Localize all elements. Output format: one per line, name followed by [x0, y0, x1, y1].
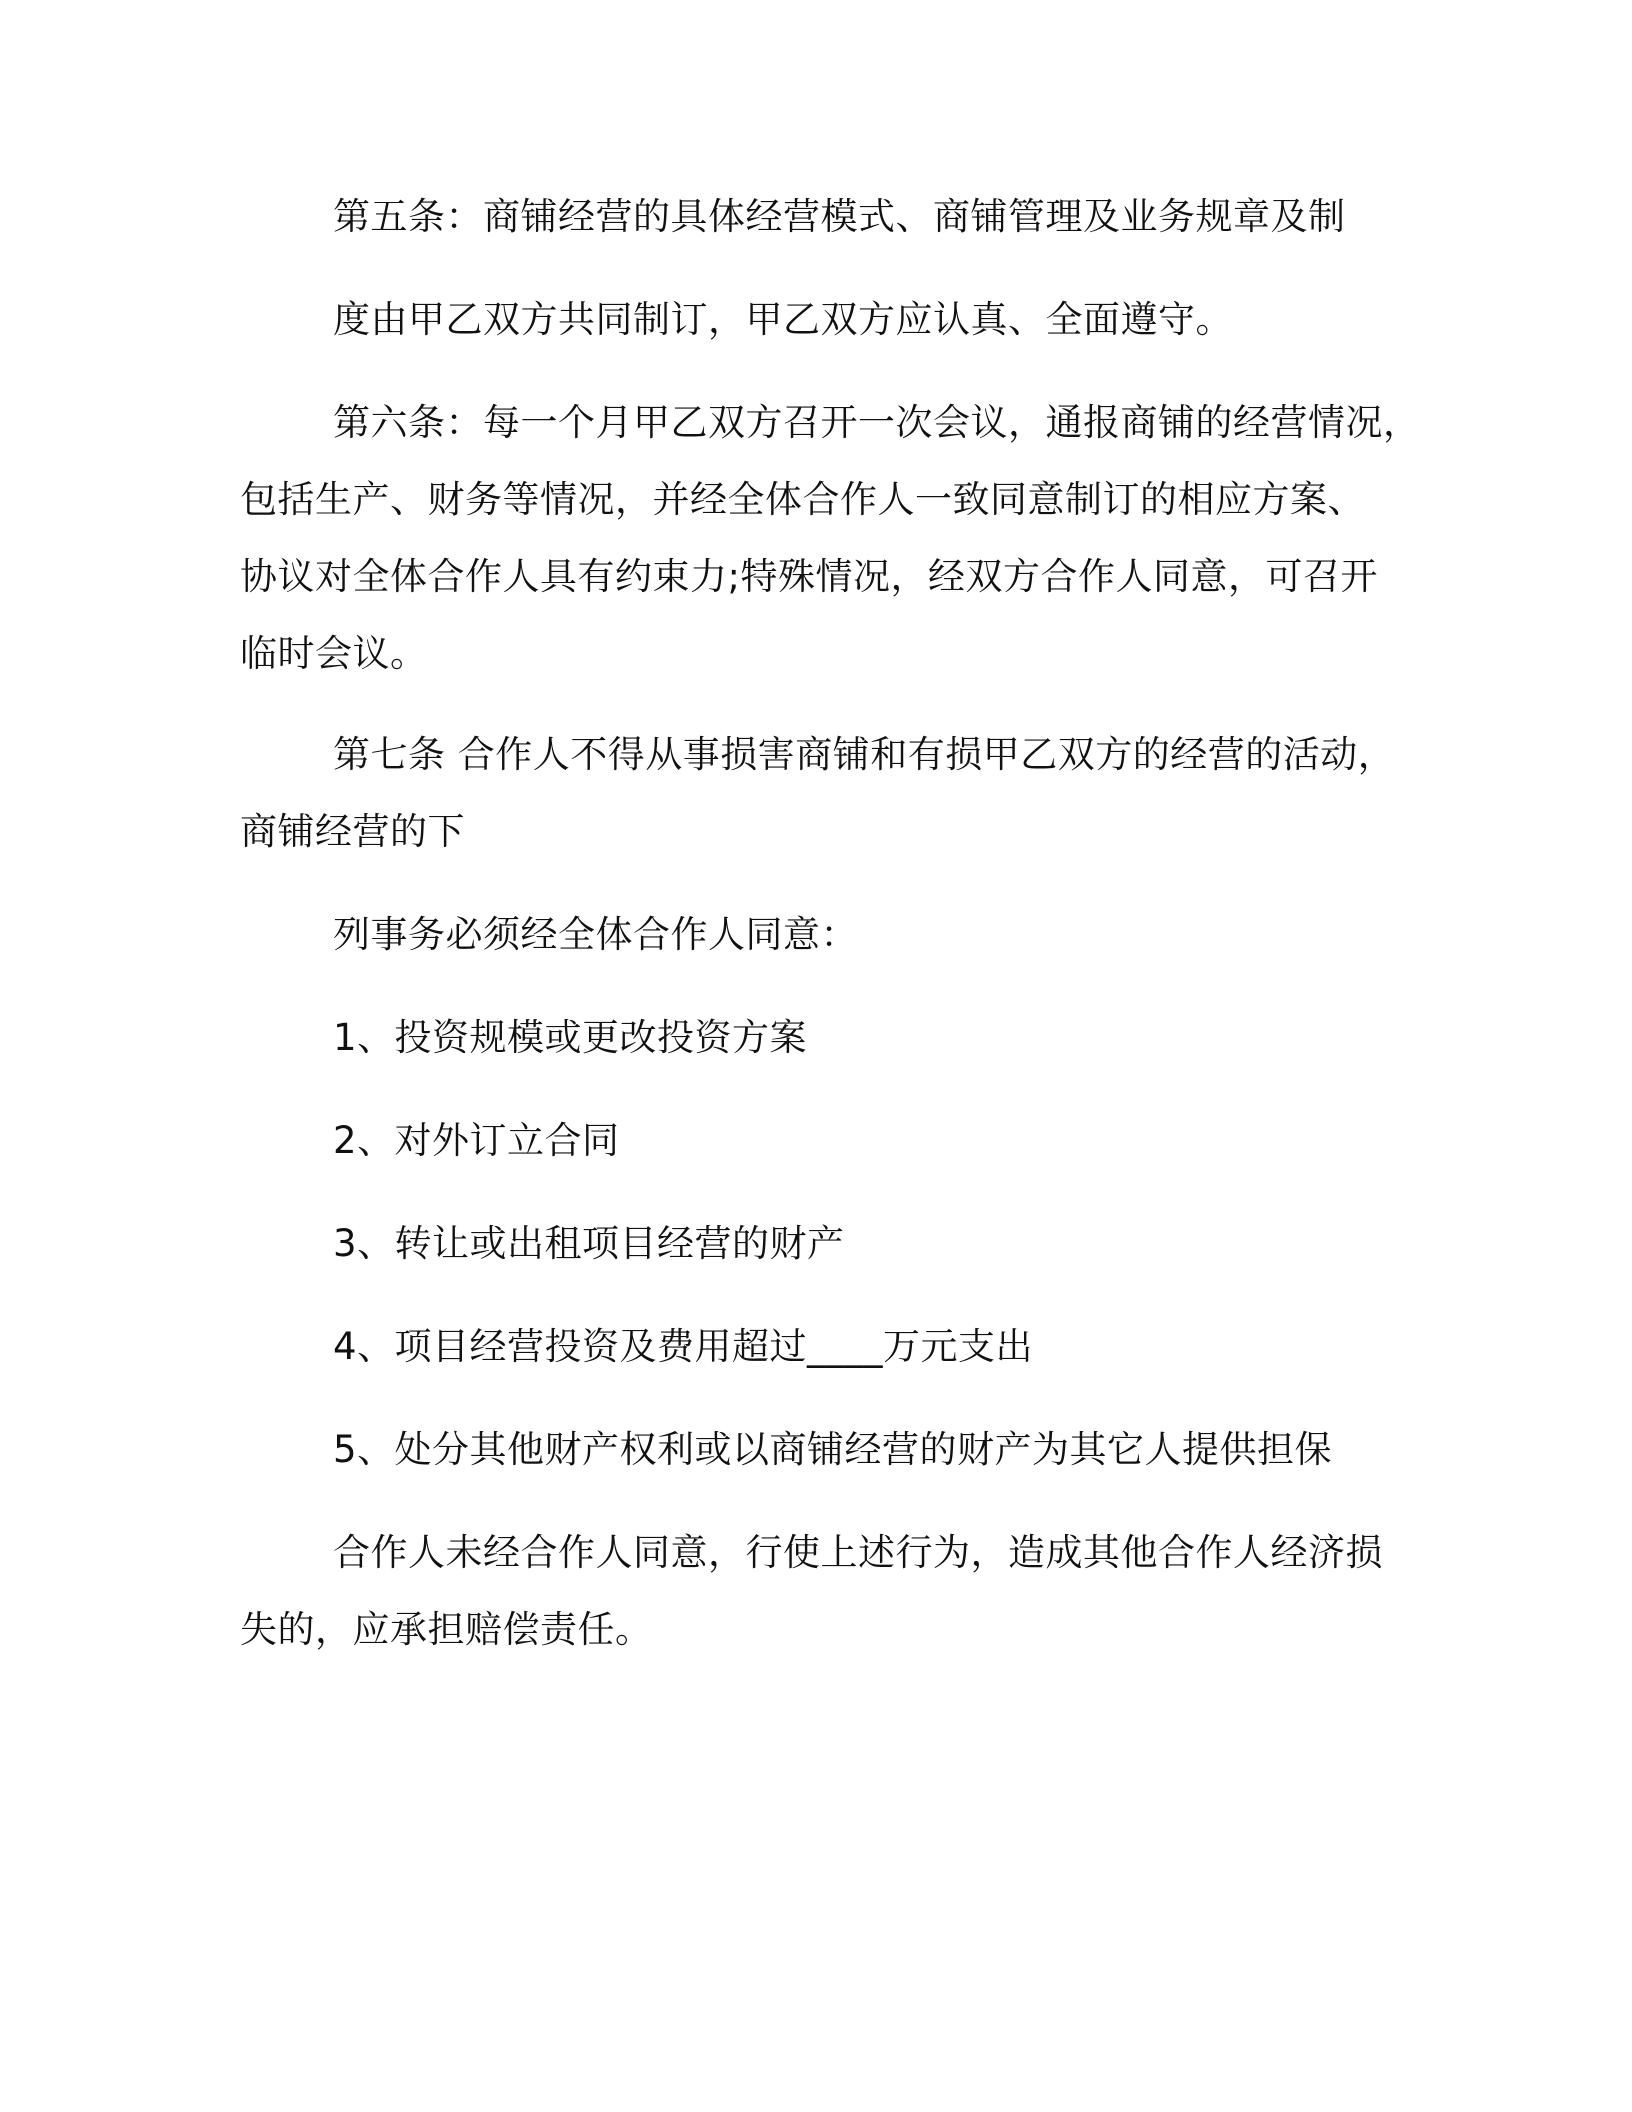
closing-line-2: 失的，应承担赔偿责任。 [240, 1608, 653, 1651]
article-6-line-4: 临时会议。 [240, 632, 428, 675]
article-6-line-1: 第六条：每一个月甲乙双方召开一次会议，通报商铺的经营情况， [333, 401, 1421, 444]
list-item-5: 5、处分其他财产权利或以商铺经营的财产为其它人提供担保 [333, 1428, 1333, 1471]
article-7-line-1: 第七条 合作人不得从事损害商铺和有损甲乙双方的经营的活动， [333, 733, 1396, 776]
list-item-2: 2、对外订立合同 [333, 1119, 620, 1162]
article-6-line-2: 包括生产、财务等情况，并经全体合作人一致同意制订的相应方案、 [240, 478, 1365, 521]
article-7-line-2: 商铺经营的下 [240, 810, 465, 853]
article-5-line-1: 第五条：商铺经营的具体经营模式、商铺管理及业务规章及制 [333, 195, 1346, 238]
article-5-line-2: 度由甲乙双方共同制订，甲乙双方应认真、全面遵守。 [333, 298, 1233, 341]
closing-line-1: 合作人未经合作人同意，行使上述行为，造成其他合作人经济损 [333, 1531, 1383, 1574]
list-item-3: 3、转让或出租项目经营的财产 [333, 1222, 845, 1265]
list-item-1: 1、投资规模或更改投资方案 [333, 1016, 808, 1059]
article-7-line-3: 列事务必须经全体合作人同意： [333, 913, 858, 956]
list-item-4: 4、项目经营投资及费用超过____万元支出 [333, 1325, 1034, 1368]
article-6-line-3: 协议对全体合作人具有约束力;特殊情况，经双方合作人同意，可召开 [240, 555, 1378, 598]
